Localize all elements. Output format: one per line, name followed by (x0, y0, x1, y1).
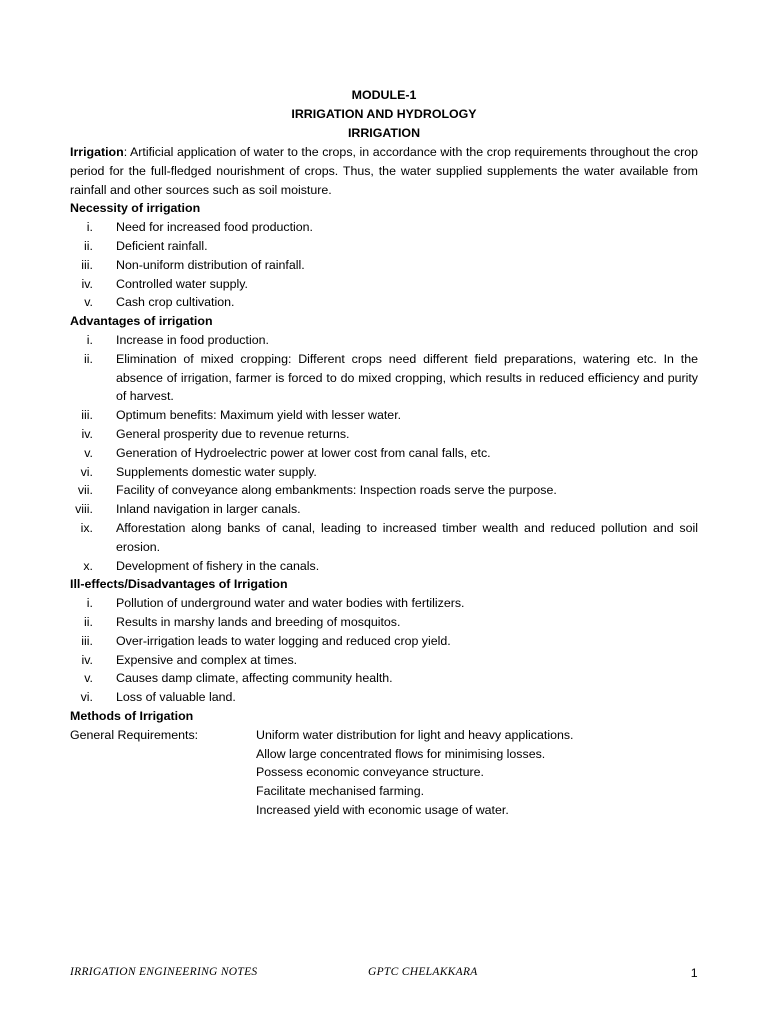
list-item (70, 632, 698, 651)
item-number: ii. (84, 614, 93, 629)
general-requirements (70, 726, 698, 820)
list-item (70, 669, 698, 688)
item-number: viii. (75, 502, 93, 517)
item-number: iii. (81, 408, 93, 423)
requirements-list (256, 726, 574, 820)
item-number: x. (83, 558, 93, 573)
item-number: iii. (81, 257, 93, 272)
item-text: Supplements domestic water supply. (116, 464, 317, 479)
list-item (70, 218, 698, 237)
item-text: Over-irrigation leads to water logging and reduced crop yield. (116, 633, 451, 648)
item-number: i. (86, 220, 93, 235)
item-number: i. (86, 332, 93, 347)
item-text: Generation of Hydroelectric power at lower cost from canal falls, etc. (116, 445, 491, 460)
item-number: v. (84, 445, 93, 460)
list-item (70, 406, 698, 425)
footer-institution: GPTC CHELAKKARA (368, 966, 478, 978)
footer-course-title: IRRIGATION ENGINEERING NOTES (70, 966, 258, 978)
page-footer (70, 966, 698, 982)
list-item: Increased yield with economic usage of water. (256, 802, 509, 817)
item-number: ii. (84, 238, 93, 253)
item-text: Elimination of mixed cropping: Different crops need different field preparations, watering etc. In the absence of irrigation, farmer is forced to do mixed cropping, which results in reduced efficiency and purity of harvest. (116, 351, 698, 404)
list-item (70, 463, 698, 482)
list-item: Allow large concentrated flows for minimising losses. (256, 746, 546, 761)
item-text: Development of fishery in the canals. (116, 558, 320, 573)
definition-text: : Artificial application of water to the crops, in accordance with the crop requirements throughout the crop period for the full-fledged nourishment of crops. Thus, the water supplied supplements the water available from rainfall and other sources such as soil moisture. (70, 145, 698, 197)
module-heading: MODULE-1 (351, 88, 417, 102)
item-number: v. (84, 295, 93, 310)
item-number: v. (84, 671, 93, 686)
item-text: Facility of conveyance along embankments: Inspection roads serve the purpose. (116, 483, 557, 498)
list-item (70, 481, 698, 500)
item-text: Loss of valuable land. (116, 690, 236, 705)
item-text: Controlled water supply. (116, 276, 249, 291)
item-text: Results in marshy lands and breeding of mosquitos. (116, 614, 401, 629)
item-number: vi. (80, 464, 93, 479)
list-item (70, 500, 698, 519)
list-item (70, 651, 698, 670)
list-item (70, 350, 698, 406)
item-number: ii. (84, 351, 93, 366)
item-text: Inland navigation in larger canals. (116, 502, 301, 517)
item-text: Need for increased food production. (116, 220, 313, 235)
item-text: Increase in food production. (116, 332, 269, 347)
list-item (70, 613, 698, 632)
item-text: Pollution of underground water and water bodies with fertilizers. (116, 596, 465, 611)
list-item (70, 557, 698, 576)
item-number: iv. (81, 276, 93, 291)
necessity-list (70, 218, 698, 312)
item-text: Non-uniform distribution of rainfall. (116, 257, 305, 272)
subtitle-heading: IRRIGATION (347, 126, 421, 140)
document-page (70, 86, 698, 820)
list-item (70, 256, 698, 275)
requirements-label: General Requirements: (70, 727, 199, 742)
advantages-heading: Advantages of irrigation (70, 314, 213, 329)
item-number: iv. (81, 652, 93, 667)
advantages-list (70, 331, 698, 575)
item-text: Afforestation along banks of canal, leading to increased timber wealth and reduced pollution and soil erosion. (116, 520, 698, 554)
item-number: vi. (80, 690, 93, 705)
item-text: Expensive and complex at times. (116, 652, 298, 667)
definition-paragraph (70, 143, 698, 199)
list-item (70, 688, 698, 707)
methods-heading: Methods of Irrigation (70, 708, 194, 723)
item-number: iv. (81, 426, 93, 441)
list-item: Possess economic conveyance structure. (256, 765, 484, 780)
item-text: Optimum benefits: Maximum yield with lesser water. (116, 408, 402, 423)
item-number: vii. (77, 483, 93, 498)
item-text: Cash crop cultivation. (116, 295, 235, 310)
item-number: iii. (81, 633, 93, 648)
disadvantages-heading: Ill-effects/Disadvantages of Irrigation (70, 577, 288, 592)
item-number: i. (86, 596, 93, 611)
list-item (70, 293, 698, 312)
list-item (70, 237, 698, 256)
list-item (70, 425, 698, 444)
necessity-heading: Necessity of irrigation (70, 201, 201, 216)
definition-term: Irrigation (70, 145, 124, 159)
list-item (70, 519, 698, 557)
list-item (70, 331, 698, 350)
list-item: Uniform water distribution for light and heavy applications. (256, 727, 574, 742)
list-item (70, 275, 698, 294)
item-text: Deficient rainfall. (116, 238, 208, 253)
title-heading: IRRIGATION AND HYDROLOGY (291, 107, 477, 121)
list-item (70, 444, 698, 463)
page-number: 1 (690, 966, 698, 980)
list-item (70, 594, 698, 613)
item-text: Causes damp climate, affecting community health. (116, 671, 393, 686)
item-text: General prosperity due to revenue returns. (116, 426, 350, 441)
list-item: Facilitate mechanised farming. (256, 784, 425, 799)
item-number: ix. (80, 520, 93, 535)
disadvantages-list (70, 594, 698, 707)
